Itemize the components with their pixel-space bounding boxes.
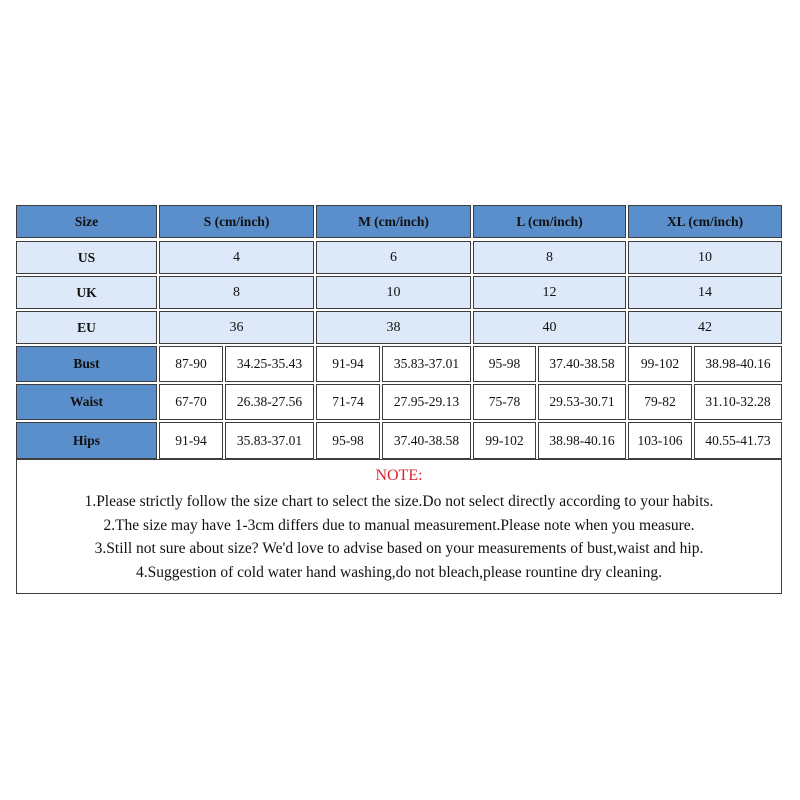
cm-value: 95-98 bbox=[316, 422, 380, 459]
region-value: 36 bbox=[159, 311, 314, 344]
inch-value: 31.10-32.28 bbox=[694, 384, 782, 420]
measure-label-hips: Hips bbox=[16, 422, 157, 459]
region-value: 8 bbox=[473, 241, 626, 274]
inch-value: 35.83-37.01 bbox=[382, 346, 471, 382]
cm-value: 95-98 bbox=[473, 346, 536, 382]
region-value: 38 bbox=[316, 311, 471, 344]
region-value: 12 bbox=[473, 276, 626, 309]
cm-value: 71-74 bbox=[316, 384, 380, 420]
inch-value: 38.98-40.16 bbox=[694, 346, 782, 382]
cm-value: 87-90 bbox=[159, 346, 223, 382]
region-value: 14 bbox=[628, 276, 782, 309]
region-value: 6 bbox=[316, 241, 471, 274]
note-line-1: 1.Please strictly follow the size chart to select the size.Do not select directly according to your habits. bbox=[84, 493, 714, 510]
note-line-3: 3.Still not sure about size? We'd love to advise based on your measurements of bust,waist and hip. bbox=[94, 540, 704, 557]
inch-value: 26.38-27.56 bbox=[225, 384, 314, 420]
cm-value: 75-78 bbox=[473, 384, 536, 420]
inch-value: 37.40-38.58 bbox=[382, 422, 471, 459]
region-value: 10 bbox=[628, 241, 782, 274]
region-label-eu: EU bbox=[16, 311, 157, 344]
note-title: NOTE: bbox=[375, 467, 423, 484]
region-label-us: US bbox=[16, 241, 157, 274]
size-chart bbox=[16, 205, 782, 594]
inch-value: 35.83-37.01 bbox=[225, 422, 314, 459]
size-header-3: XL (cm/inch) bbox=[628, 205, 782, 238]
size-header-1: M (cm/inch) bbox=[316, 205, 471, 238]
size-table bbox=[16, 205, 782, 459]
region-value: 4 bbox=[159, 241, 314, 274]
inch-value: 27.95-29.13 bbox=[382, 384, 471, 420]
inch-value: 38.98-40.16 bbox=[538, 422, 626, 459]
inch-value: 40.55-41.73 bbox=[694, 422, 782, 459]
cm-value: 99-102 bbox=[628, 346, 692, 382]
cm-value: 67-70 bbox=[159, 384, 223, 420]
cm-value: 103-106 bbox=[628, 422, 692, 459]
size-header-2: L (cm/inch) bbox=[473, 205, 626, 238]
cm-value: 91-94 bbox=[316, 346, 380, 382]
cm-value: 79-82 bbox=[628, 384, 692, 420]
region-value: 10 bbox=[316, 276, 471, 309]
measure-label-waist: Waist bbox=[16, 384, 157, 420]
cm-value: 91-94 bbox=[159, 422, 223, 459]
region-value: 42 bbox=[628, 311, 782, 344]
cm-value: 99-102 bbox=[473, 422, 536, 459]
region-value: 40 bbox=[473, 311, 626, 344]
note-line-2: 2.The size may have 1-3cm differs due to manual measurement.Please note when you measure. bbox=[103, 516, 695, 534]
inch-value: 37.40-38.58 bbox=[538, 346, 626, 382]
inch-value: 34.25-35.43 bbox=[225, 346, 314, 382]
measure-label-bust: Bust bbox=[16, 346, 157, 382]
size-header-0: S (cm/inch) bbox=[159, 205, 314, 238]
size-header-corner: Size bbox=[16, 205, 157, 238]
region-label-uk: UK bbox=[16, 276, 157, 309]
inch-value: 29.53-30.71 bbox=[538, 384, 626, 420]
notes-box bbox=[16, 459, 782, 594]
region-value: 8 bbox=[159, 276, 314, 309]
note-line-4: 4.Suggestion of cold water hand washing,do not bleach,please rountine dry cleaning. bbox=[135, 563, 662, 581]
